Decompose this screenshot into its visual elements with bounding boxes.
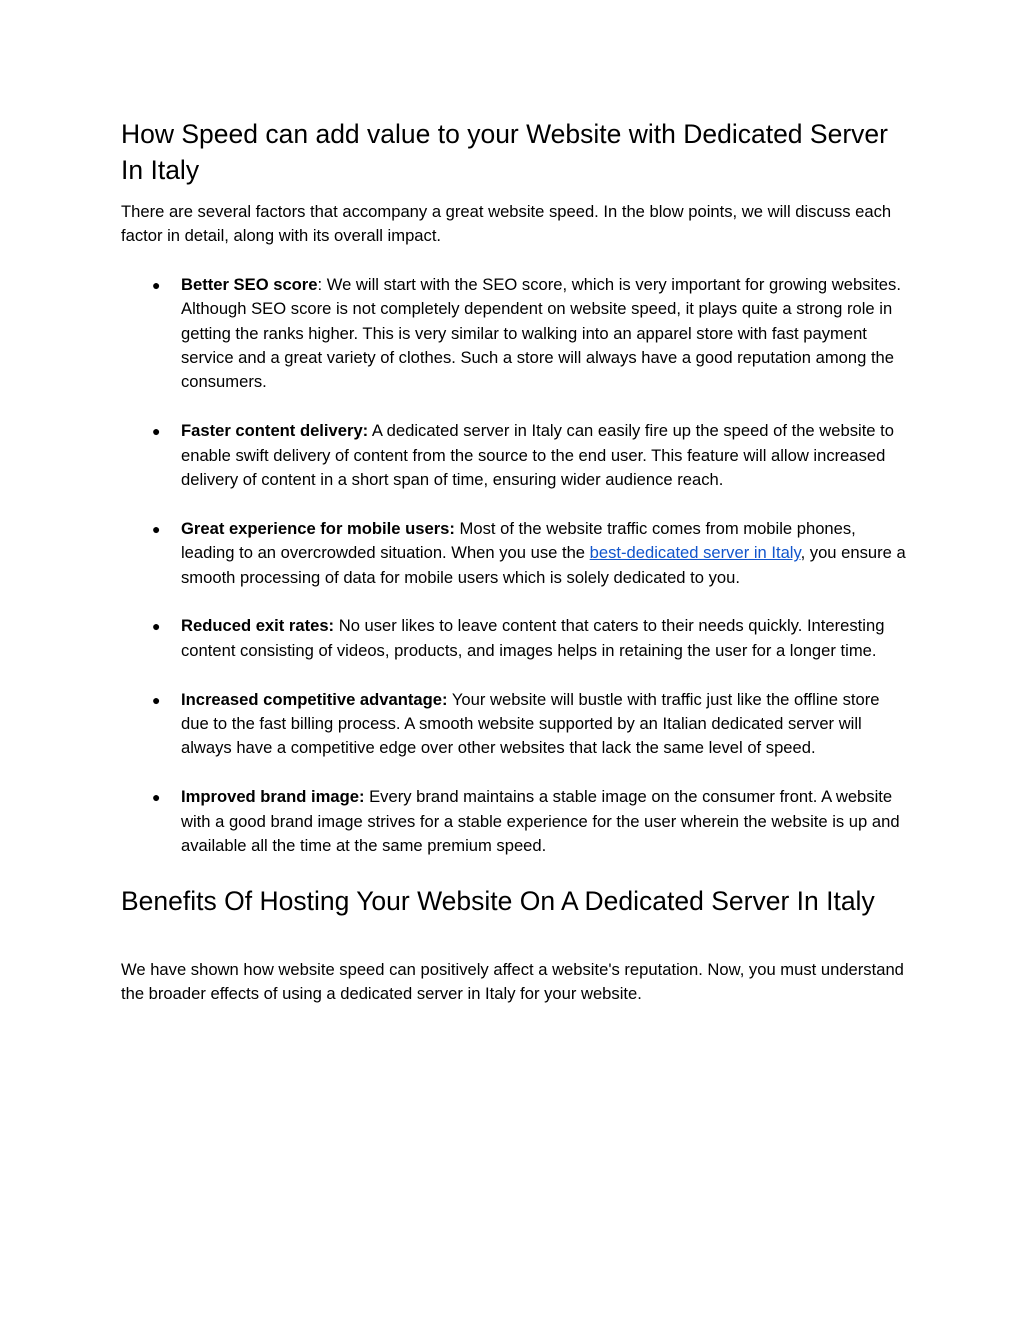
list-item-title: Faster content delivery: [181, 421, 369, 441]
list-item-title: Great experience for mobile users: [181, 518, 455, 538]
list-item-mobile-users [121, 517, 907, 590]
bullet-icon: ● [152, 691, 161, 708]
document-page [121, 116, 907, 1007]
section-heading: Benefits Of Hosting Your Website On A Dedicated Server In Italy [121, 885, 875, 916]
list-item-title: Improved brand image: [181, 787, 365, 807]
list-item-text: A dedicated server in Italy can easily fire up the speed of the website to enable swift delivery of content from the source to the end user. This feature will allow increased delivery of content in a short span of time, ensuring wider audience reach. [181, 421, 894, 490]
list-item-text: Your website will bustle with traffic just like the offline store due to the fast billing process. A smooth website supported by an Italian dedicated server will always have a competitive edge over other websites that lack the same level of speed. [181, 689, 880, 758]
list-item-text: No user likes to leave content that caters to their needs quickly. Interesting content consisting of videos, products, and images helps in retaining the user for a longer time. [181, 616, 885, 660]
factor-list [121, 273, 907, 859]
dedicated-server-link[interactable]: best-dedicated server in Italy [589, 543, 801, 563]
list-item-text: : We will start with the SEO score, which is very important for growing websites. Although SEO score is not completely dependent on website speed, it plays quite a strong role in getting the ranks higher. This is very similar to walking into an apparel store with fast payment service and a great variety of clothes. Such a store will always have a good reputation among the consumers. [181, 274, 901, 392]
outro-paragraph: We have shown how website speed can positively affect a website's reputation. Now, you must understand the broader effects of using a dedicated server in Italy for your website. [121, 959, 904, 1004]
list-item-title: Reduced exit rates: [181, 616, 335, 636]
list-item-content-delivery [121, 419, 907, 492]
intro-paragraph: There are several factors that accompany a great website speed. In the blow points, we will discuss each factor in detail, along with its overall impact. [121, 202, 892, 246]
bullet-icon: ● [152, 276, 161, 293]
list-item-title: Increased competitive advantage: [181, 689, 448, 709]
list-item-text: Most of the website traffic comes from mobile phones, leading to an overcrowded situation. When you use the [181, 518, 856, 563]
bullet-icon: ● [152, 618, 161, 635]
bullet-icon: ● [152, 423, 161, 440]
bullet-icon: ● [152, 789, 161, 806]
list-item-text: , you ensure a smooth processing of data for mobile users which is solely dedicated to you. [181, 543, 906, 587]
bullet-icon: ● [152, 520, 161, 537]
list-item-text: Every brand maintains a stable image on the consumer front. A website with a good brand image strives for a stable experience for the user wherein the website is up and available all the time at the same premium speed. [181, 787, 900, 856]
list-item-title: Better SEO score [181, 274, 318, 294]
list-item-competitive-advantage [121, 688, 907, 761]
list-item-exit-rates [121, 614, 907, 663]
page-title: How Speed can add value to your Website with Dedicated Server In Italy [121, 119, 888, 185]
list-item-seo [121, 273, 907, 395]
list-item-brand-image [121, 785, 907, 858]
